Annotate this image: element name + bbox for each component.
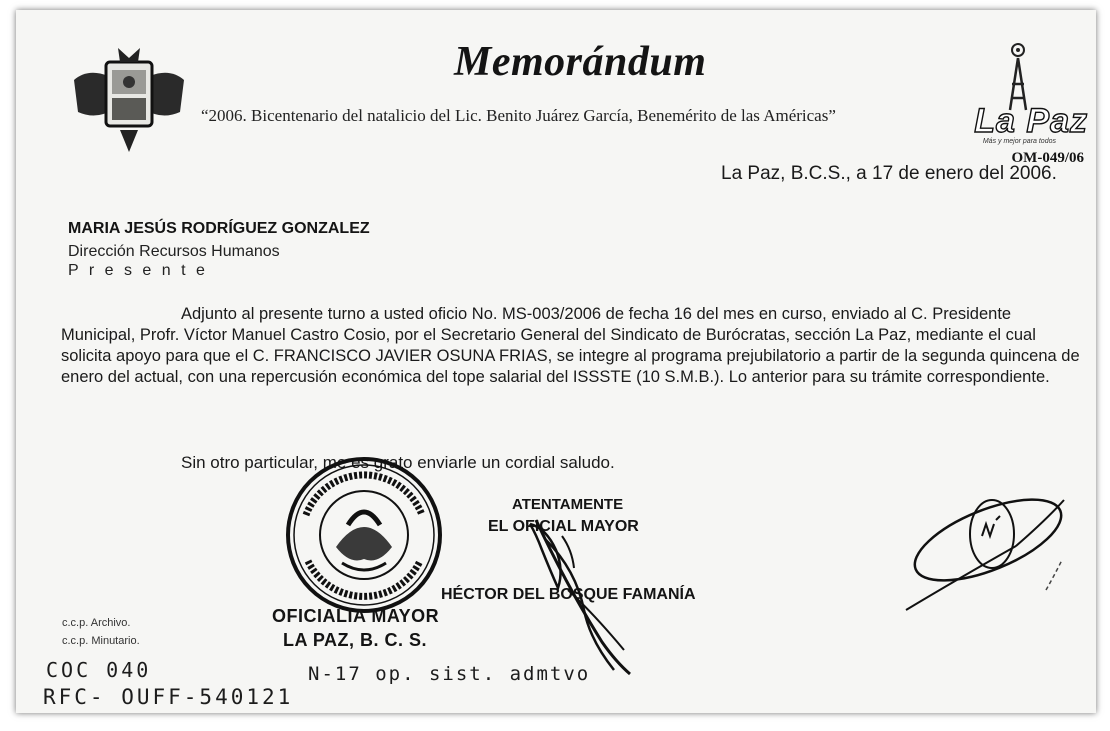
official-seal-icon bbox=[284, 455, 444, 615]
handwritten-signature bbox=[506, 510, 656, 680]
memo-body bbox=[61, 304, 1086, 388]
recipient-name: MARIA JESÚS RODRÍGUEZ GONZALEZ bbox=[68, 220, 370, 237]
regards-label: ATENTAMENTE bbox=[512, 496, 624, 513]
signer-position: EL OFICIAL MAYOR bbox=[488, 518, 639, 535]
recipient-department: Dirección Recursos Humanos bbox=[68, 243, 280, 260]
coat-of-arms-icon bbox=[68, 40, 190, 160]
municipal-logo: La Paz bbox=[974, 102, 1088, 140]
closing-line: Sin otro particular, me es grato enviarle un cordial saludo. bbox=[181, 453, 615, 472]
place-and-date: La Paz, B.C.S., a 17 de enero del 2006. bbox=[721, 163, 1057, 184]
stamp-city-line: LA PAZ, B. C. S. bbox=[283, 630, 428, 650]
handwritten-note-rfc: RFC- OUFF-540121 bbox=[43, 685, 294, 709]
reference-code: OM-049/06 bbox=[1011, 150, 1084, 166]
memo-title: Memorándum bbox=[454, 39, 707, 85]
signer-name: HÉCTOR DEL BOSQUE FAMANÍA bbox=[441, 586, 696, 603]
body-paragraph: Adjunto al presente turno a usted oficio No. MS-003/2006 de fecha 16 del mes en curso, enviado al C. Presidente Municipal, Profr. Víctor Manuel Castro Cosio, por el Secretario General del Sindicato de Burócratas, sección La Paz, mediante el cual solicita apoyo para que el C. FRANCISCO JAVIER OSUNA FRIAS, se integre al programa prejubilatorio a partir de la segunda quincena de enero del actual, con una repercusión económica del tope salarial del ISSSTE (10 S.M.B.). Lo anterior para su trámite correspondiente. bbox=[61, 305, 1080, 386]
stamp-office-line: OFICIALIA MAYOR bbox=[272, 606, 440, 626]
salutation: P r e s e n t e bbox=[68, 262, 208, 279]
copy-minutary: c.c.p. Minutario. bbox=[62, 635, 140, 647]
memo-page bbox=[16, 10, 1096, 713]
handwritten-note-position: N-17 op. sist. admtvo bbox=[308, 663, 591, 685]
handwritten-note-coc: COC 040 bbox=[46, 658, 152, 682]
municipal-logo-tagline: Más y mejor para todos bbox=[982, 138, 1056, 145]
copy-archive: c.c.p. Archivo. bbox=[62, 617, 131, 629]
commemorative-motto: “2006. Bicentenario del natalicio del Lic. Benito Juárez García, Benemérito de las Américas” bbox=[201, 106, 836, 125]
received-initials-mark bbox=[896, 480, 1076, 620]
